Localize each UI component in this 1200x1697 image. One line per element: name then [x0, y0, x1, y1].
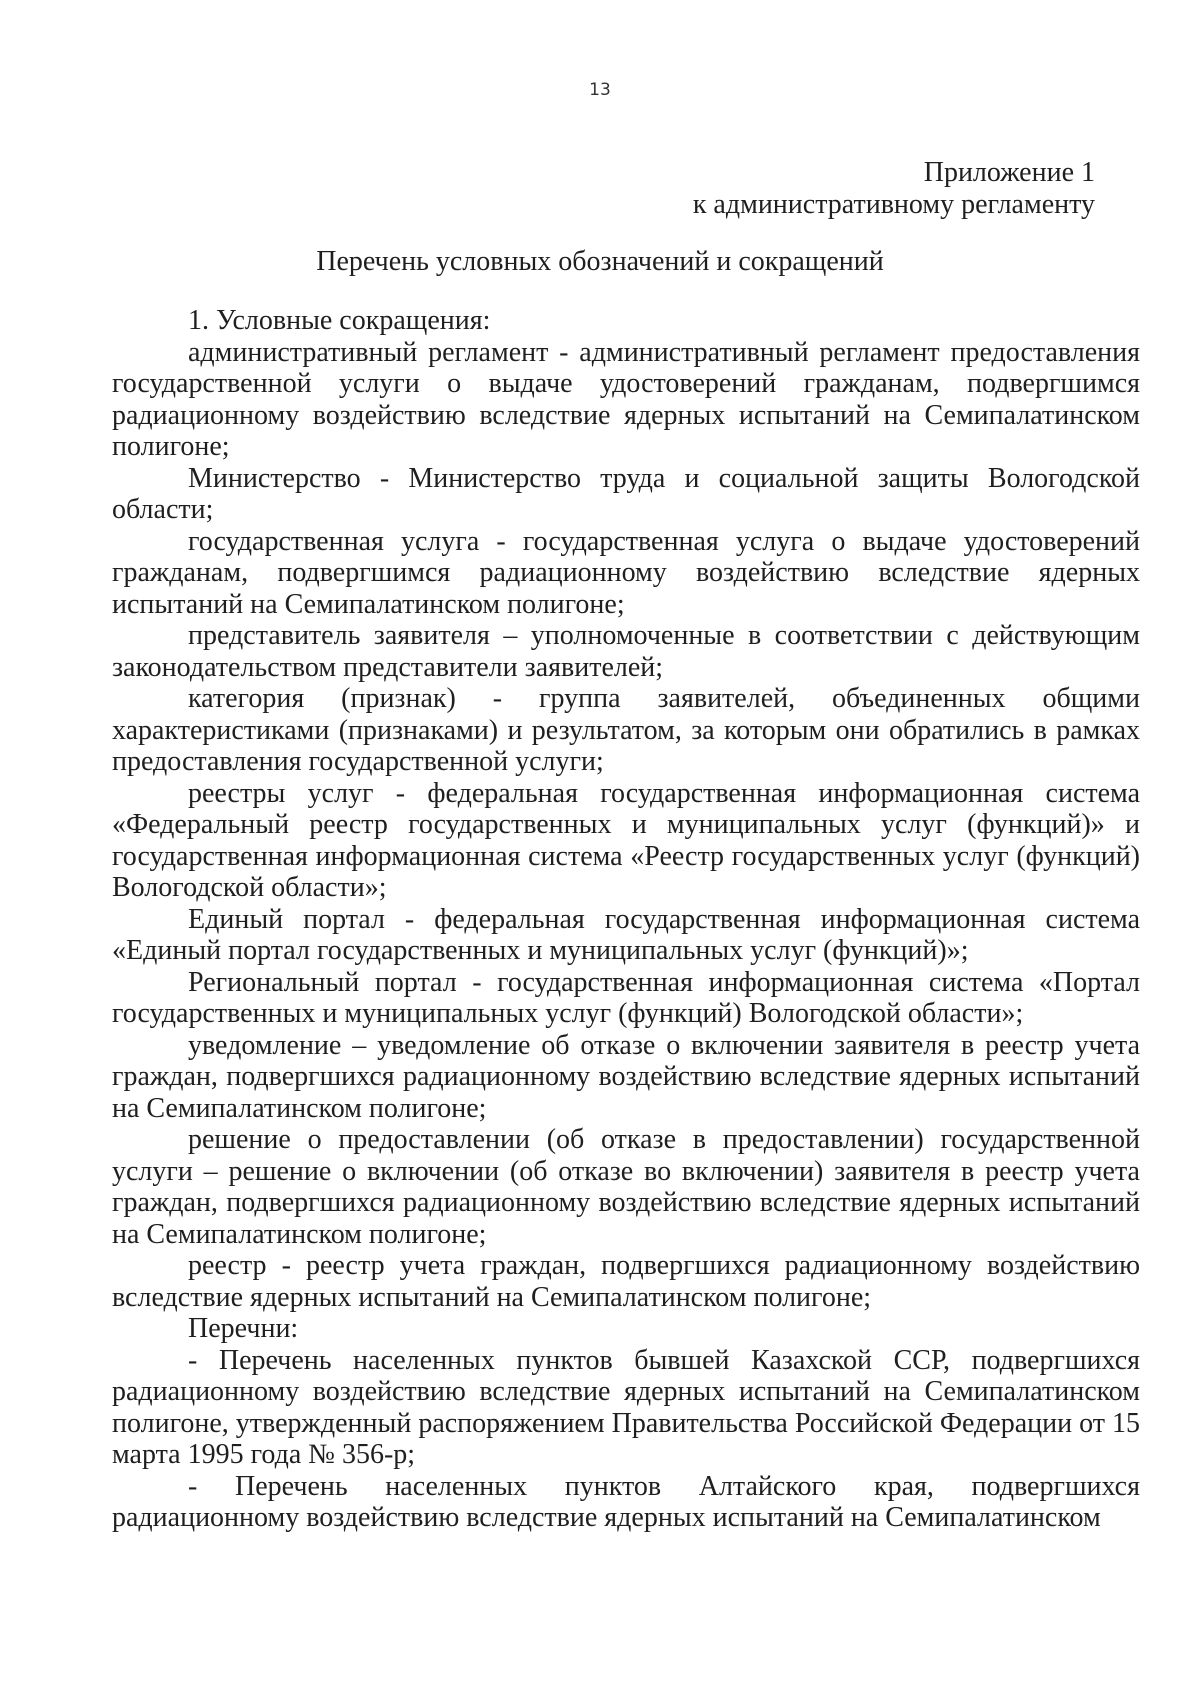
paragraph: Министерство - Министерство труда и социальной защиты Вологодской области; — [112, 462, 1140, 525]
paragraph: административный регламент - административный регламент предоставления государственной услуги о выдаче удостоверений гражданам, подвергшимся радиационному воздействию вследствие ядерных испытаний на Семипалатинском полигоне; — [112, 336, 1140, 462]
paragraph: представитель заявителя – уполномоченные в соответствии с действующим законодательством представители заявителей; — [112, 620, 1140, 683]
paragraph: Единый портал - федеральная государственная информационная система «Единый портал государственных и муниципальных услуг (функций)»; — [112, 903, 1140, 966]
paragraph: решение о предоставлении (об отказе в предоставлении) государственной услуги – решение о включении (об отказе во включении) заявителя в реестр учета граждан, подвергшихся радиационному воздействию вследствие ядерных испытаний на Семипалатинском полигоне; — [112, 1124, 1140, 1250]
paragraph: уведомление – уведомление об отказе о включении заявителя в реестр учета граждан, подвергшихся радиационному воздействию вследствие ядерных испытаний на Семипалатинском полигоне; — [112, 1029, 1140, 1124]
document-body — [112, 305, 1140, 1534]
list-item: - Перечень населенных пунктов Алтайского края, подвергшихся радиационному воздействию вследствие ядерных испытаний на Семипалатинском — [112, 1470, 1140, 1533]
appendix-line-2: к административному регламенту — [692, 189, 1095, 220]
list-item: - Перечень населенных пунктов бывшей Казахской ССР, подвергшихся радиационному воздействию вследствие ядерных испытаний на Семипалатинском полигоне, утвержденный распоряжением Правительства Российской Федерации от 15 марта 1995 года № 356-р; — [112, 1344, 1140, 1470]
section-heading: 1. Условные сокращения: — [188, 305, 491, 336]
paragraph: государственная услуга - государственная услуга о выдаче удостоверений гражданам, подвергшимся радиационному воздействию вследствие ядерных испытаний на Семипалатинском полигоне; — [112, 525, 1140, 620]
page-number: 13 — [589, 80, 611, 100]
paragraph: Перечни: — [188, 1313, 299, 1344]
paragraph: реестры услуг - федеральная государственная информационная система «Федеральный реестр государственных и муниципальных услуг (функций)» и государственная информационная система «Реестр государственных услуг (функций) Вологодской области»; — [112, 777, 1140, 903]
paragraph: реестр - реестр учета граждан, подвергшихся радиационному воздействию вследствие ядерных испытаний на Семипалатинском полигоне; — [112, 1250, 1140, 1313]
appendix-line-1: Приложение 1 — [923, 157, 1095, 188]
document-title: Перечень условных обозначений и сокращений — [316, 246, 884, 277]
paragraph: Региональный портал - государственная информационная система «Портал государственных и муниципальных услуг (функций) Вологодской области»; — [112, 966, 1140, 1029]
paragraph: категория (признак) - группа заявителей, объединенных общими характеристиками (признаками) и результатом, за которым они обратились в рамках предоставления государственной услуги; — [112, 683, 1140, 777]
appendix-header — [693, 157, 1095, 221]
